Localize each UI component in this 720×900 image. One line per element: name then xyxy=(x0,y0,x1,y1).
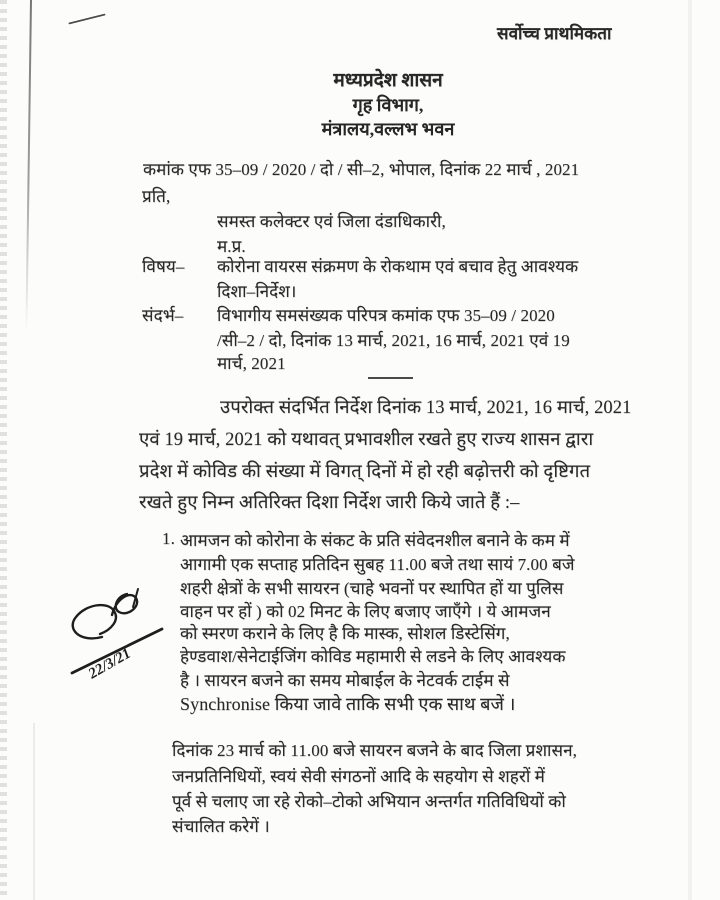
signature-date: 22/3/21 xyxy=(86,645,134,683)
to-label: प्रति, xyxy=(142,187,171,206)
list-item-line: है । सायरन बजने का समय मोबाईल के नेटवर्क टाईम से xyxy=(180,671,510,690)
addressee-line: म.प्र. xyxy=(217,237,246,256)
handwritten-signature xyxy=(50,585,180,685)
scan-edge-perforation xyxy=(0,0,7,900)
letter-number-line: कमांक एफ 35–09 / 2020 / दो / सी–2, भोपाल, दिनांक 22 मार्च , 2021 xyxy=(143,160,580,179)
closing-paragraph-line: दिनांक 23 मार्च को 11.00 बजे सायरन बजने के बाद जिला प्रशासन, xyxy=(172,741,577,760)
list-item-line: आमजन को कोरोना के संकट के प्रति संवेदनशील बनाने के कम में xyxy=(180,531,570,550)
letterhead-government: मध्यप्रदेश शासन xyxy=(333,70,443,91)
subject-label: विषय– xyxy=(142,257,185,276)
list-item-line: वाहन पर हों ) को 02 मिनट के लिए बजाए जाएँगे । ये आमजन xyxy=(180,602,551,621)
list-item-line: को स्मरण कराने के लिए है कि मास्क, सोशल डिस्टेसिंग, xyxy=(180,624,510,643)
list-item-number: 1. xyxy=(162,529,175,548)
closing-paragraph-line: संचालित करेगें । xyxy=(172,817,270,836)
letterhead-office: मंत्रालय,वल्लभ भवन xyxy=(321,119,455,139)
list-item-line: आगामी एक सप्ताह प्रतिदिन सुबह 11.00 बजे तथा सायं 7.00 बजे xyxy=(180,555,575,574)
list-item-line: हेण्डवाश/सेनेटाईजिंग कोविड महामारी से लडने के लिए आवश्यक xyxy=(180,647,566,666)
subject-line: कोरोना वायरस संक्रमण के रोकथाम एवं बचाव हेतु आवश्यक xyxy=(217,257,579,276)
list-item-line: Synchronise किया जावे ताकि सभी एक साथ बजें । xyxy=(180,694,516,714)
closing-paragraph-line: पूर्व से चलाए जा रहे रोको–टोको अभियान अन्तर्गत गतिविधियों को xyxy=(172,792,566,811)
priority-label: सर्वोच्च प्राथमिकता xyxy=(497,24,612,43)
intro-paragraph-line: उपरोक्त संदर्भित निर्देश दिनांक 13 मार्च, 2021, 16 मार्च, 2021 xyxy=(220,398,632,418)
reference-line: मार्च, 2021 xyxy=(217,354,286,373)
section-divider xyxy=(368,377,413,379)
letterhead-department: गृह विभाग, xyxy=(352,95,424,115)
intro-paragraph-line: प्रदेश में कोविड की संख्या में विगत् दिनों में हो रही बढ़ोत्तरी को दृष्टिगत xyxy=(139,462,591,482)
page-fold-line-lower xyxy=(33,723,35,900)
intro-paragraph-line: एवं 19 मार्च, 2021 को यथावत् प्रभावशील रखते हुए राज्य शासन द्वारा xyxy=(139,430,594,450)
list-item-line: शहरी क्षेत्रों के सभी सायरन (चाहे भवनों पर स्थापित हों या पुलिस xyxy=(180,579,564,598)
subject-line: दिशा–निर्देश। xyxy=(217,282,297,301)
page-fold-line xyxy=(25,0,32,332)
intro-paragraph-line: रखते हुए निम्न अतिरिक्त दिशा निर्देश जारी किये जाते हैं :– xyxy=(139,493,520,513)
reference-label: संदर्भ– xyxy=(142,306,184,325)
addressee-line: समस्त कलेक्टर एवं जिला दंडाधिकारी, xyxy=(217,212,446,231)
scan-edge-right xyxy=(688,0,692,900)
reference-line: /सी–2 / दो, दिनांक 13 मार्च, 2021, 16 मार्च, 2021 एवं 19 xyxy=(217,331,570,350)
reference-line: विभागीय समसंख्यक परिपत्र कमांक एफ 35–09 / 2020 xyxy=(217,306,555,325)
closing-paragraph-line: जनप्रतिनिधियों, स्वयं सेवी संगठनों आदि के सहयोग से शहरों में xyxy=(172,767,545,786)
pen-check-mark xyxy=(68,13,105,24)
